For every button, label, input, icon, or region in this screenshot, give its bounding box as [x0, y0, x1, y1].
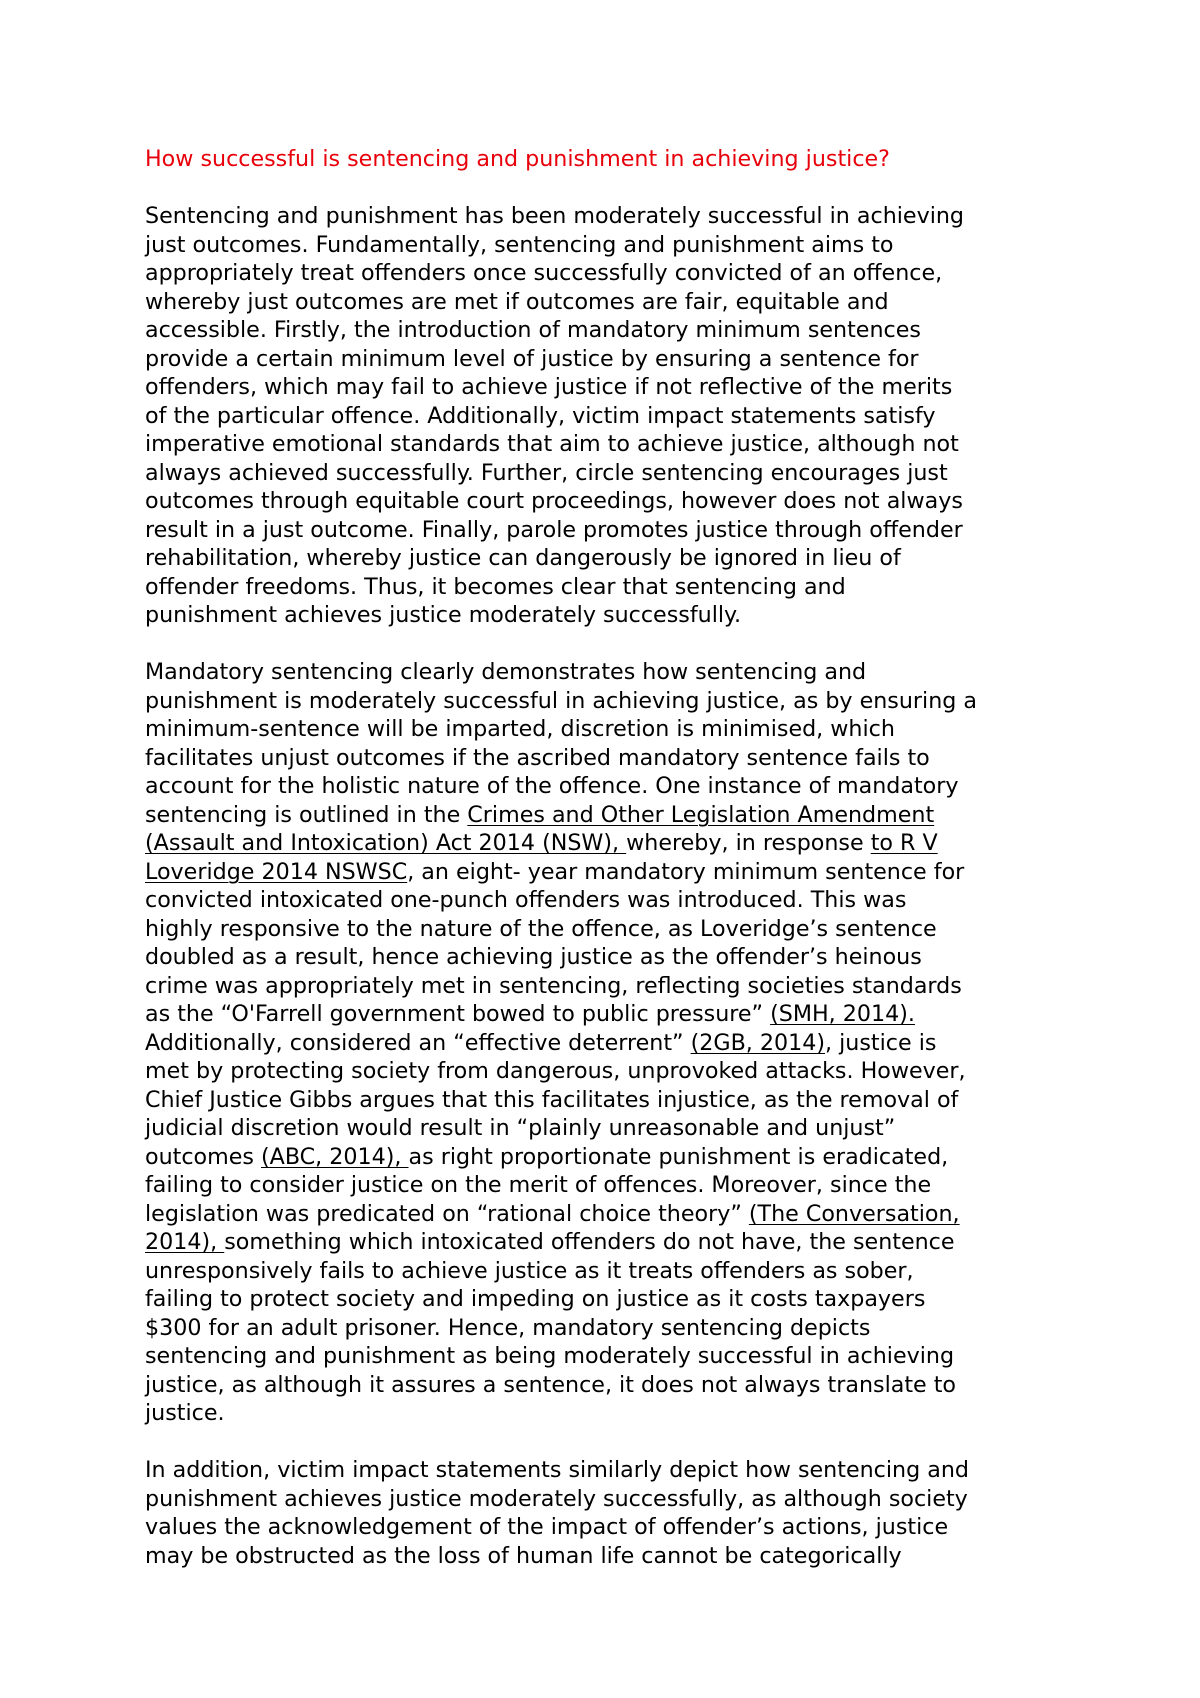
text-line	[145, 1542, 1065, 1571]
text-segment: $300 for an adult prisoner. Hence, mandatory sentencing depicts	[145, 1314, 871, 1341]
citation-reference: (SMH, 2014).	[770, 1001, 915, 1027]
citation-reference: (2GB, 2014)	[690, 1029, 826, 1056]
text-segment: judicial discretion would result in “plainly unreasonable and unjust”	[145, 1115, 896, 1141]
text-line	[145, 858, 1065, 887]
text-line	[145, 1228, 1065, 1257]
text-segment: punishment is moderately successful in achieving justice, as by ensuring a	[145, 687, 978, 714]
text-segment: something which intoxicated offenders do not have, the sentence	[224, 1229, 955, 1255]
text-segment: may be obstructed as the loss of human life cannot be categorically	[145, 1542, 902, 1569]
text-segment: crime was appropriately met in sentencing, reflecting societies standards	[145, 972, 962, 999]
text-line	[145, 972, 1065, 1001]
text-line	[145, 943, 1065, 972]
text-segment: In addition, victim impact statements similarly depict how sentencing and	[145, 1457, 969, 1483]
text-segment: outcomes through equitable court proceedings, however does not always	[145, 488, 963, 514]
text-segment: sentencing is outlined in the	[145, 801, 468, 828]
text-line	[145, 202, 1065, 231]
paragraph	[145, 202, 1065, 630]
text-line	[145, 1485, 1065, 1514]
text-line	[145, 915, 1065, 944]
text-segment: imperative emotional standards that aim to achieve justice, although not	[145, 431, 959, 457]
text-line	[145, 1399, 1065, 1428]
text-line	[145, 402, 1065, 431]
text-line	[145, 573, 1065, 602]
text-line	[145, 259, 1065, 288]
text-segment: offender freedoms. Thus, it becomes clear that sentencing and	[145, 573, 846, 600]
text-segment: Additionally, considered an “effective deterrent”	[145, 1029, 691, 1056]
text-segment: punishment achieves justice moderately successfully.	[145, 602, 742, 628]
text-line	[145, 715, 1065, 744]
text-line	[145, 1000, 1065, 1029]
text-line	[145, 373, 1065, 402]
text-segment: met by protecting society from dangerous, unprovoked attacks. However,	[145, 1058, 966, 1084]
text-line	[145, 1171, 1065, 1200]
text-line	[145, 658, 1065, 687]
essay-question-title: How successful is sentencing and punishment in achieving justice?	[145, 146, 890, 172]
text-segment: , justice is	[825, 1029, 937, 1056]
text-line	[145, 1114, 1065, 1143]
text-segment: Chief Justice Gibbs argues that this facilitates injustice, as the removal of	[145, 1086, 959, 1113]
citation-reference: to R V	[870, 830, 938, 856]
text-segment: failing to consider justice on the merit of offences. Moreover, since the	[145, 1172, 932, 1198]
text-segment: highly responsive to the nature of the offence, as Loveridge’s sentence	[145, 915, 937, 942]
text-segment: appropriately treat offenders once successfully convicted of an offence,	[145, 260, 943, 286]
text-segment: legislation was predicated on “rational choice theory”	[145, 1200, 749, 1227]
citation-reference: (The Conversation,	[748, 1200, 960, 1227]
citation-reference: Crimes and Other Legislation Amendment	[467, 801, 935, 828]
text-segment: whereby, in response	[626, 830, 871, 856]
text-segment: outcomes	[145, 1143, 261, 1170]
text-segment: minimum-sentence will be imparted, discretion is minimised, which	[145, 716, 895, 742]
text-line	[145, 1285, 1065, 1314]
text-segment: offenders, which may fail to achieve justice if not reflective of the merits	[145, 374, 953, 400]
text-line	[145, 1456, 1065, 1485]
text-line	[145, 316, 1065, 345]
text-line	[145, 1513, 1065, 1542]
text-line	[145, 516, 1065, 545]
text-segment: result in a just outcome. Finally, parole promotes justice through offender	[145, 516, 963, 543]
text-line	[145, 345, 1065, 374]
text-line	[145, 601, 1065, 630]
text-segment: , an eight- year mandatory minimum sentence for	[407, 858, 965, 885]
text-segment: convicted intoxicated one-punch offenders was introduced. This was	[145, 887, 907, 913]
citation-reference: 2014),	[145, 1229, 225, 1255]
text-segment: account for the holistic nature of the offence. One instance of mandatory	[145, 773, 959, 799]
text-segment: rehabilitation, whereby justice can dangerously be ignored in lieu of	[145, 545, 901, 571]
paragraph	[145, 1456, 1065, 1570]
citation-reference: Loveridge 2014 NSWSC	[145, 858, 408, 885]
text-segment: of the particular offence. Additionally, victim impact statements satisfy	[145, 402, 936, 429]
text-segment: as the “O'Farrell government bowed to public pressure”	[145, 1001, 771, 1027]
essay-paragraphs	[145, 202, 1065, 1570]
text-segment: values the acknowledgement of the impact of offender’s actions, justice	[145, 1514, 949, 1540]
text-segment: justice.	[145, 1400, 225, 1426]
text-segment: punishment achieves justice moderately successfully, as although society	[145, 1485, 968, 1512]
text-line	[145, 744, 1065, 773]
text-segment: provide a certain minimum level of justice by ensuring a sentence for	[145, 345, 919, 372]
text-line	[145, 1371, 1065, 1400]
text-segment: justice, as although it assures a sentence, it does not always translate to	[145, 1371, 957, 1398]
document-body	[145, 145, 1065, 1599]
text-line	[145, 1342, 1065, 1371]
text-line	[145, 687, 1065, 716]
text-segment: accessible. Firstly, the introduction of mandatory minimum sentences	[145, 317, 921, 343]
text-line	[145, 829, 1065, 858]
text-line	[145, 772, 1065, 801]
text-line	[145, 886, 1065, 915]
paragraph	[145, 658, 1065, 1428]
text-line	[145, 801, 1065, 830]
text-line	[145, 1057, 1065, 1086]
text-line	[145, 544, 1065, 573]
citation-reference: (ABC, 2014),	[261, 1143, 409, 1170]
text-segment: always achieved successfully. Further, circle sentencing encourages just	[145, 459, 948, 486]
text-line	[145, 1029, 1065, 1058]
text-line	[145, 487, 1065, 516]
text-segment: as right proportionate punishment is eradicated,	[408, 1143, 949, 1170]
text-line	[145, 1143, 1065, 1172]
text-segment: failing to protect society and impeding on justice as it costs taxpayers	[145, 1286, 926, 1312]
text-line	[145, 288, 1065, 317]
text-segment: doubled as a result, hence achieving justice as the offender’s heinous	[145, 944, 922, 970]
text-line	[145, 1086, 1065, 1115]
text-line	[145, 1257, 1065, 1286]
text-line	[145, 459, 1065, 488]
text-segment: Mandatory sentencing clearly demonstrates how sentencing and	[145, 659, 867, 685]
text-segment: Sentencing and punishment has been moderately successful in achieving	[145, 203, 965, 229]
text-line	[145, 231, 1065, 260]
text-line	[145, 430, 1065, 459]
text-line	[145, 1314, 1065, 1343]
text-segment: unresponsively fails to achieve justice as it treats offenders as sober,	[145, 1257, 914, 1284]
text-segment: whereby just outcomes are met if outcomes are fair, equitable and	[145, 288, 889, 315]
text-segment: sentencing and punishment as being moderately successful in achieving	[145, 1343, 955, 1369]
text-line	[145, 1200, 1065, 1229]
citation-reference: (Assault and Intoxication) Act 2014 (NSW),	[145, 830, 627, 856]
text-segment: just outcomes. Fundamentally, sentencing and punishment aims to	[145, 231, 894, 258]
text-segment: facilitates unjust outcomes if the ascribed mandatory sentence fails to	[145, 744, 930, 771]
